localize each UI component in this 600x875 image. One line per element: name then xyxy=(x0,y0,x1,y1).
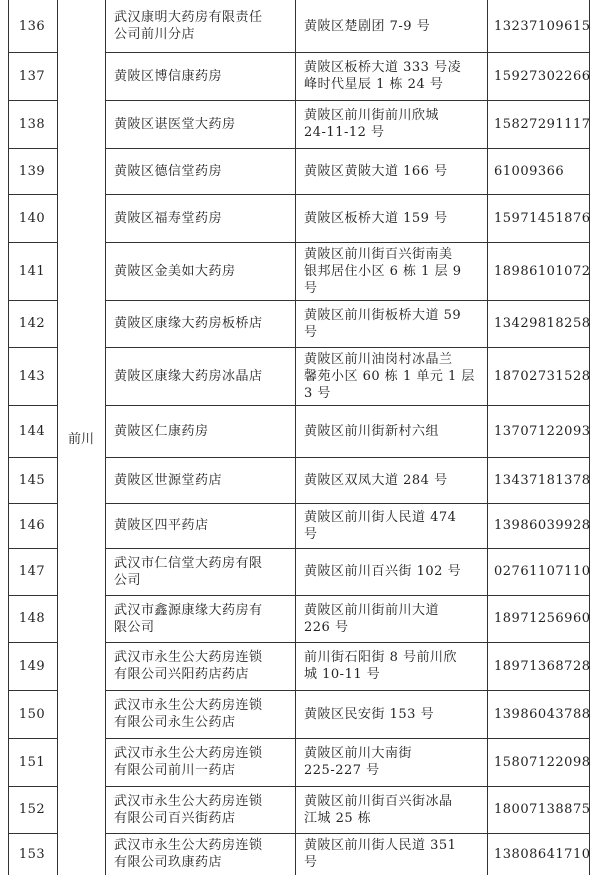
pharmacy-name-cell xyxy=(106,457,294,503)
pharmacy-phone-cell xyxy=(488,690,596,738)
pharmacy-address: 黄陂区民安街 153 号 xyxy=(304,706,435,722)
table-row xyxy=(8,595,590,642)
pharmacy-address-cell xyxy=(296,548,494,595)
pharmacy-phone: 15807122098 xyxy=(494,754,591,770)
row-number-cell xyxy=(8,595,56,642)
pharmacy-address: 黄陂区前川街板桥大道 59 号 xyxy=(304,307,462,340)
pharmacy-phone: 15971451876 xyxy=(494,210,591,226)
row-divider xyxy=(105,548,590,549)
pharmacy-name-cell xyxy=(106,405,294,457)
pharmacy-address: 黄陂区前川街人民道 351 号 xyxy=(304,838,457,870)
pharmacy-name: 黄陂区德信堂药房 xyxy=(114,163,223,179)
pharmacy-phone: 18986101072 xyxy=(494,263,591,279)
column-divider xyxy=(57,0,58,875)
pharmacy-phone-cell xyxy=(488,347,596,405)
row-divider xyxy=(105,738,590,739)
pharmacy-name-cell xyxy=(106,100,294,148)
row-divider xyxy=(105,148,590,149)
pharmacy-table xyxy=(8,0,590,875)
table-row xyxy=(8,52,590,100)
row-divider xyxy=(105,503,590,504)
table-row xyxy=(8,300,590,347)
row-divider xyxy=(8,595,57,596)
pharmacy-phone-cell xyxy=(488,242,596,300)
row-number-cell xyxy=(8,347,56,405)
row-number: 153 xyxy=(18,846,46,862)
pharmacy-address-cell xyxy=(296,457,494,503)
table-row xyxy=(8,738,590,786)
pharmacy-address: 黄陂区前川街人民道 474 号 xyxy=(304,509,457,542)
pharmacy-name-cell xyxy=(106,300,294,347)
pharmacy-address-cell xyxy=(296,100,494,148)
row-number-cell xyxy=(8,833,56,875)
table-row xyxy=(8,690,590,738)
pharmacy-name: 武汉市永生公大药房连锁 有限公司百兴街药店 xyxy=(114,793,263,826)
row-divider xyxy=(8,457,57,458)
pharmacy-phone: 13986043788 xyxy=(494,706,591,722)
pharmacy-name-cell xyxy=(106,52,294,100)
table-row xyxy=(8,148,590,194)
row-number: 150 xyxy=(18,706,46,722)
pharmacy-name: 武汉康明大药房有限责任 公司前川分店 xyxy=(114,10,263,42)
row-number-cell xyxy=(8,642,56,690)
row-divider xyxy=(105,242,590,243)
pharmacy-address-cell xyxy=(296,833,494,875)
pharmacy-address: 前川街石阳街 8 号前川欣 城 10-11 号 xyxy=(304,650,458,682)
pharmacy-name-cell xyxy=(106,194,294,242)
pharmacy-phone: 13429818258 xyxy=(494,316,591,331)
row-divider xyxy=(105,405,590,406)
row-number-cell xyxy=(8,148,56,194)
table-row xyxy=(8,347,590,405)
column-divider xyxy=(295,0,296,875)
pharmacy-name-cell xyxy=(106,242,294,300)
column-divider xyxy=(8,0,9,875)
row-divider xyxy=(8,833,57,834)
pharmacy-name: 武汉市永生公大药房连锁 有限公司兴阳药店药店 xyxy=(114,650,263,682)
row-number: 139 xyxy=(18,163,46,179)
pharmacy-address-cell xyxy=(296,52,494,100)
pharmacy-address-cell xyxy=(296,642,494,690)
pharmacy-phone-cell xyxy=(488,548,596,595)
pharmacy-name: 黄陂区仁康药房 xyxy=(114,423,209,439)
row-number-cell xyxy=(8,503,56,548)
pharmacy-name: 黄陂区金美如大药房 xyxy=(114,263,236,279)
table-row xyxy=(8,457,590,503)
pharmacy-phone: 18702731528 xyxy=(494,368,591,384)
pharmacy-phone: 18007138875 xyxy=(494,802,591,817)
row-number-cell xyxy=(8,194,56,242)
pharmacy-address: 黄陂区前川街前川欣城 24-11-12 号 xyxy=(304,108,440,140)
pharmacy-phone-cell xyxy=(488,405,596,457)
row-number: 148 xyxy=(18,611,46,626)
pharmacy-phone-cell xyxy=(488,0,596,52)
row-divider xyxy=(105,300,590,301)
row-divider xyxy=(8,548,57,549)
pharmacy-name: 武汉市永生公大药房连锁 有限公司前川一药店 xyxy=(114,746,263,778)
row-number: 140 xyxy=(18,210,46,226)
pharmacy-name-cell xyxy=(106,548,294,595)
pharmacy-phone-cell xyxy=(488,100,596,148)
row-divider xyxy=(8,690,57,691)
pharmacy-address: 黄陂区前川油岗村冰晶兰 馨苑小区 60 栋 1 单元 1 层 3 号 xyxy=(304,351,475,401)
pharmacy-phone: 13237109615 xyxy=(494,18,591,34)
row-number: 144 xyxy=(18,423,46,439)
row-divider xyxy=(105,347,590,348)
pharmacy-name: 黄陂区世源堂药店 xyxy=(114,472,223,488)
row-number-cell xyxy=(8,738,56,786)
pharmacy-name: 武汉市永生公大药房连锁 有限公司永生公药店 xyxy=(114,698,263,730)
row-divider xyxy=(105,690,590,691)
row-divider xyxy=(105,642,590,643)
row-number: 137 xyxy=(18,68,46,84)
pharmacy-name: 黄陂区谌医堂大药房 xyxy=(114,116,236,132)
pharmacy-address: 黄陂区板桥大道 333 号凌 峰时代星辰 1 栋 24 号 xyxy=(304,60,462,92)
pharmacy-address: 黄陂区楚剧团 7-9 号 xyxy=(304,18,431,34)
column-divider xyxy=(105,0,106,875)
pharmacy-name: 黄陂区四平药店 xyxy=(114,518,209,533)
row-divider xyxy=(105,194,590,195)
row-divider xyxy=(8,405,57,406)
row-divider xyxy=(8,738,57,739)
pharmacy-phone-cell xyxy=(488,457,596,503)
pharmacy-name-cell xyxy=(106,833,294,875)
row-number: 152 xyxy=(18,802,46,817)
pharmacy-name-cell xyxy=(106,738,294,786)
pharmacy-phone-cell xyxy=(488,300,596,347)
row-number: 146 xyxy=(18,518,46,533)
row-number: 136 xyxy=(18,18,46,34)
pharmacy-phone: 61009366 xyxy=(494,163,565,179)
row-number: 145 xyxy=(18,472,46,488)
row-divider xyxy=(8,52,57,53)
pharmacy-name-cell xyxy=(106,503,294,548)
row-divider xyxy=(105,786,590,787)
row-number-cell xyxy=(8,405,56,457)
pharmacy-name: 武汉市仁信堂大药房有限 公司 xyxy=(114,555,263,588)
pharmacy-name: 黄陂区康缘大药房冰晶店 xyxy=(114,368,263,384)
row-number-cell xyxy=(8,548,56,595)
row-divider xyxy=(8,786,57,787)
pharmacy-name-cell xyxy=(106,347,294,405)
row-number: 138 xyxy=(18,116,46,132)
pharmacy-name: 黄陂区康缘大药房板桥店 xyxy=(114,316,263,331)
pharmacy-phone: 13808641710 xyxy=(494,846,591,862)
table-row xyxy=(8,100,590,148)
row-number: 149 xyxy=(18,658,46,674)
row-divider xyxy=(8,194,57,195)
pharmacy-name: 武汉市永生公大药房连锁 有限公司玖康药店 xyxy=(114,838,263,870)
pharmacy-address: 黄陂区双凤大道 284 号 xyxy=(304,472,448,488)
table-row xyxy=(8,242,590,300)
pharmacy-phone: 02761107110 xyxy=(494,564,591,579)
pharmacy-address-cell xyxy=(296,300,494,347)
pharmacy-phone-cell xyxy=(488,503,596,548)
table-row xyxy=(8,503,590,548)
pharmacy-address: 黄陂区前川街前川大道 226 号 xyxy=(304,602,440,635)
pharmacy-address: 黄陂区前川街百兴街南美 银邦居住小区 6 栋 1 层 9 号 xyxy=(304,246,462,296)
pharmacy-name-cell xyxy=(106,642,294,690)
pharmacy-phone-cell xyxy=(488,642,596,690)
pharmacy-address-cell xyxy=(296,690,494,738)
pharmacy-phone: 13986039928 xyxy=(494,518,591,533)
row-number: 143 xyxy=(18,368,46,384)
pharmacy-address: 黄陂区前川大南街 225-227 号 xyxy=(304,746,413,778)
row-number-cell xyxy=(8,786,56,833)
pharmacy-address: 黄陂区前川街新村六组 xyxy=(304,423,440,439)
pharmacy-address: 黄陂区黄陂大道 166 号 xyxy=(304,163,448,179)
pharmacy-phone-cell xyxy=(488,833,596,875)
row-divider xyxy=(8,503,57,504)
row-divider xyxy=(105,833,590,834)
row-divider xyxy=(8,148,57,149)
pharmacy-phone-cell xyxy=(488,52,596,100)
row-number-cell xyxy=(8,100,56,148)
row-number: 151 xyxy=(18,754,46,770)
pharmacy-address-cell xyxy=(296,595,494,642)
row-number-cell xyxy=(8,242,56,300)
pharmacy-phone: 15827291117 xyxy=(494,116,591,132)
pharmacy-name-cell xyxy=(106,0,294,52)
row-divider xyxy=(105,595,590,596)
row-number-cell xyxy=(8,457,56,503)
pharmacy-address-cell xyxy=(296,242,494,300)
pharmacy-address-cell xyxy=(296,503,494,548)
pharmacy-name-cell xyxy=(106,690,294,738)
pharmacy-address-cell xyxy=(296,786,494,833)
table-row xyxy=(8,642,590,690)
pharmacy-address-cell xyxy=(296,738,494,786)
table-row xyxy=(8,405,590,457)
row-divider xyxy=(8,100,57,101)
row-number-cell xyxy=(8,690,56,738)
pharmacy-address: 黄陂区板桥大道 159 号 xyxy=(304,210,448,226)
row-number-cell xyxy=(8,300,56,347)
row-divider xyxy=(105,100,590,101)
pharmacy-name: 武汉市鑫源康缘大药房有 限公司 xyxy=(114,602,263,635)
pharmacy-address: 黄陂区前川街百兴街冰晶 江城 25 栋 xyxy=(304,793,453,826)
column-divider xyxy=(589,0,590,875)
row-number: 142 xyxy=(18,316,46,331)
table-row xyxy=(8,833,590,875)
column-divider xyxy=(487,0,488,875)
pharmacy-name-cell xyxy=(106,595,294,642)
pharmacy-phone: 18971368728 xyxy=(494,658,591,674)
row-divider xyxy=(105,457,590,458)
pharmacy-name-cell xyxy=(106,148,294,194)
table-row xyxy=(8,548,590,595)
pharmacy-phone: 13437181378 xyxy=(494,472,591,488)
table-row xyxy=(8,786,590,833)
row-number-cell xyxy=(8,52,56,100)
pharmacy-name: 黄陂区博信康药房 xyxy=(114,68,223,84)
row-divider xyxy=(8,300,57,301)
pharmacy-address-cell xyxy=(296,0,494,52)
pharmacy-phone-cell xyxy=(488,738,596,786)
row-divider xyxy=(8,242,57,243)
pharmacy-phone-cell xyxy=(488,786,596,833)
pharmacy-address: 黄陂区前川百兴街 102 号 xyxy=(304,564,462,579)
pharmacy-address-cell xyxy=(296,148,494,194)
pharmacy-phone: 18971256960 xyxy=(494,611,591,626)
table-row xyxy=(8,194,590,242)
row-divider xyxy=(8,347,57,348)
pharmacy-address-cell xyxy=(296,347,494,405)
pharmacy-phone: 15927302266 xyxy=(494,68,591,84)
pharmacy-name-cell xyxy=(106,786,294,833)
pharmacy-name: 黄陂区福寿堂药房 xyxy=(114,210,223,226)
row-number: 147 xyxy=(18,564,46,579)
row-divider xyxy=(105,52,590,53)
table-row xyxy=(8,0,590,52)
pharmacy-address-cell xyxy=(296,405,494,457)
row-number-cell xyxy=(8,0,56,52)
pharmacy-phone-cell xyxy=(488,595,596,642)
pharmacy-phone-cell xyxy=(488,148,596,194)
pharmacy-phone-cell xyxy=(488,194,596,242)
pharmacy-address-cell xyxy=(296,194,494,242)
district-cell: 前川 xyxy=(67,432,94,447)
pharmacy-phone: 13707122093 xyxy=(494,423,591,439)
row-number: 141 xyxy=(18,263,46,279)
row-divider xyxy=(8,642,57,643)
